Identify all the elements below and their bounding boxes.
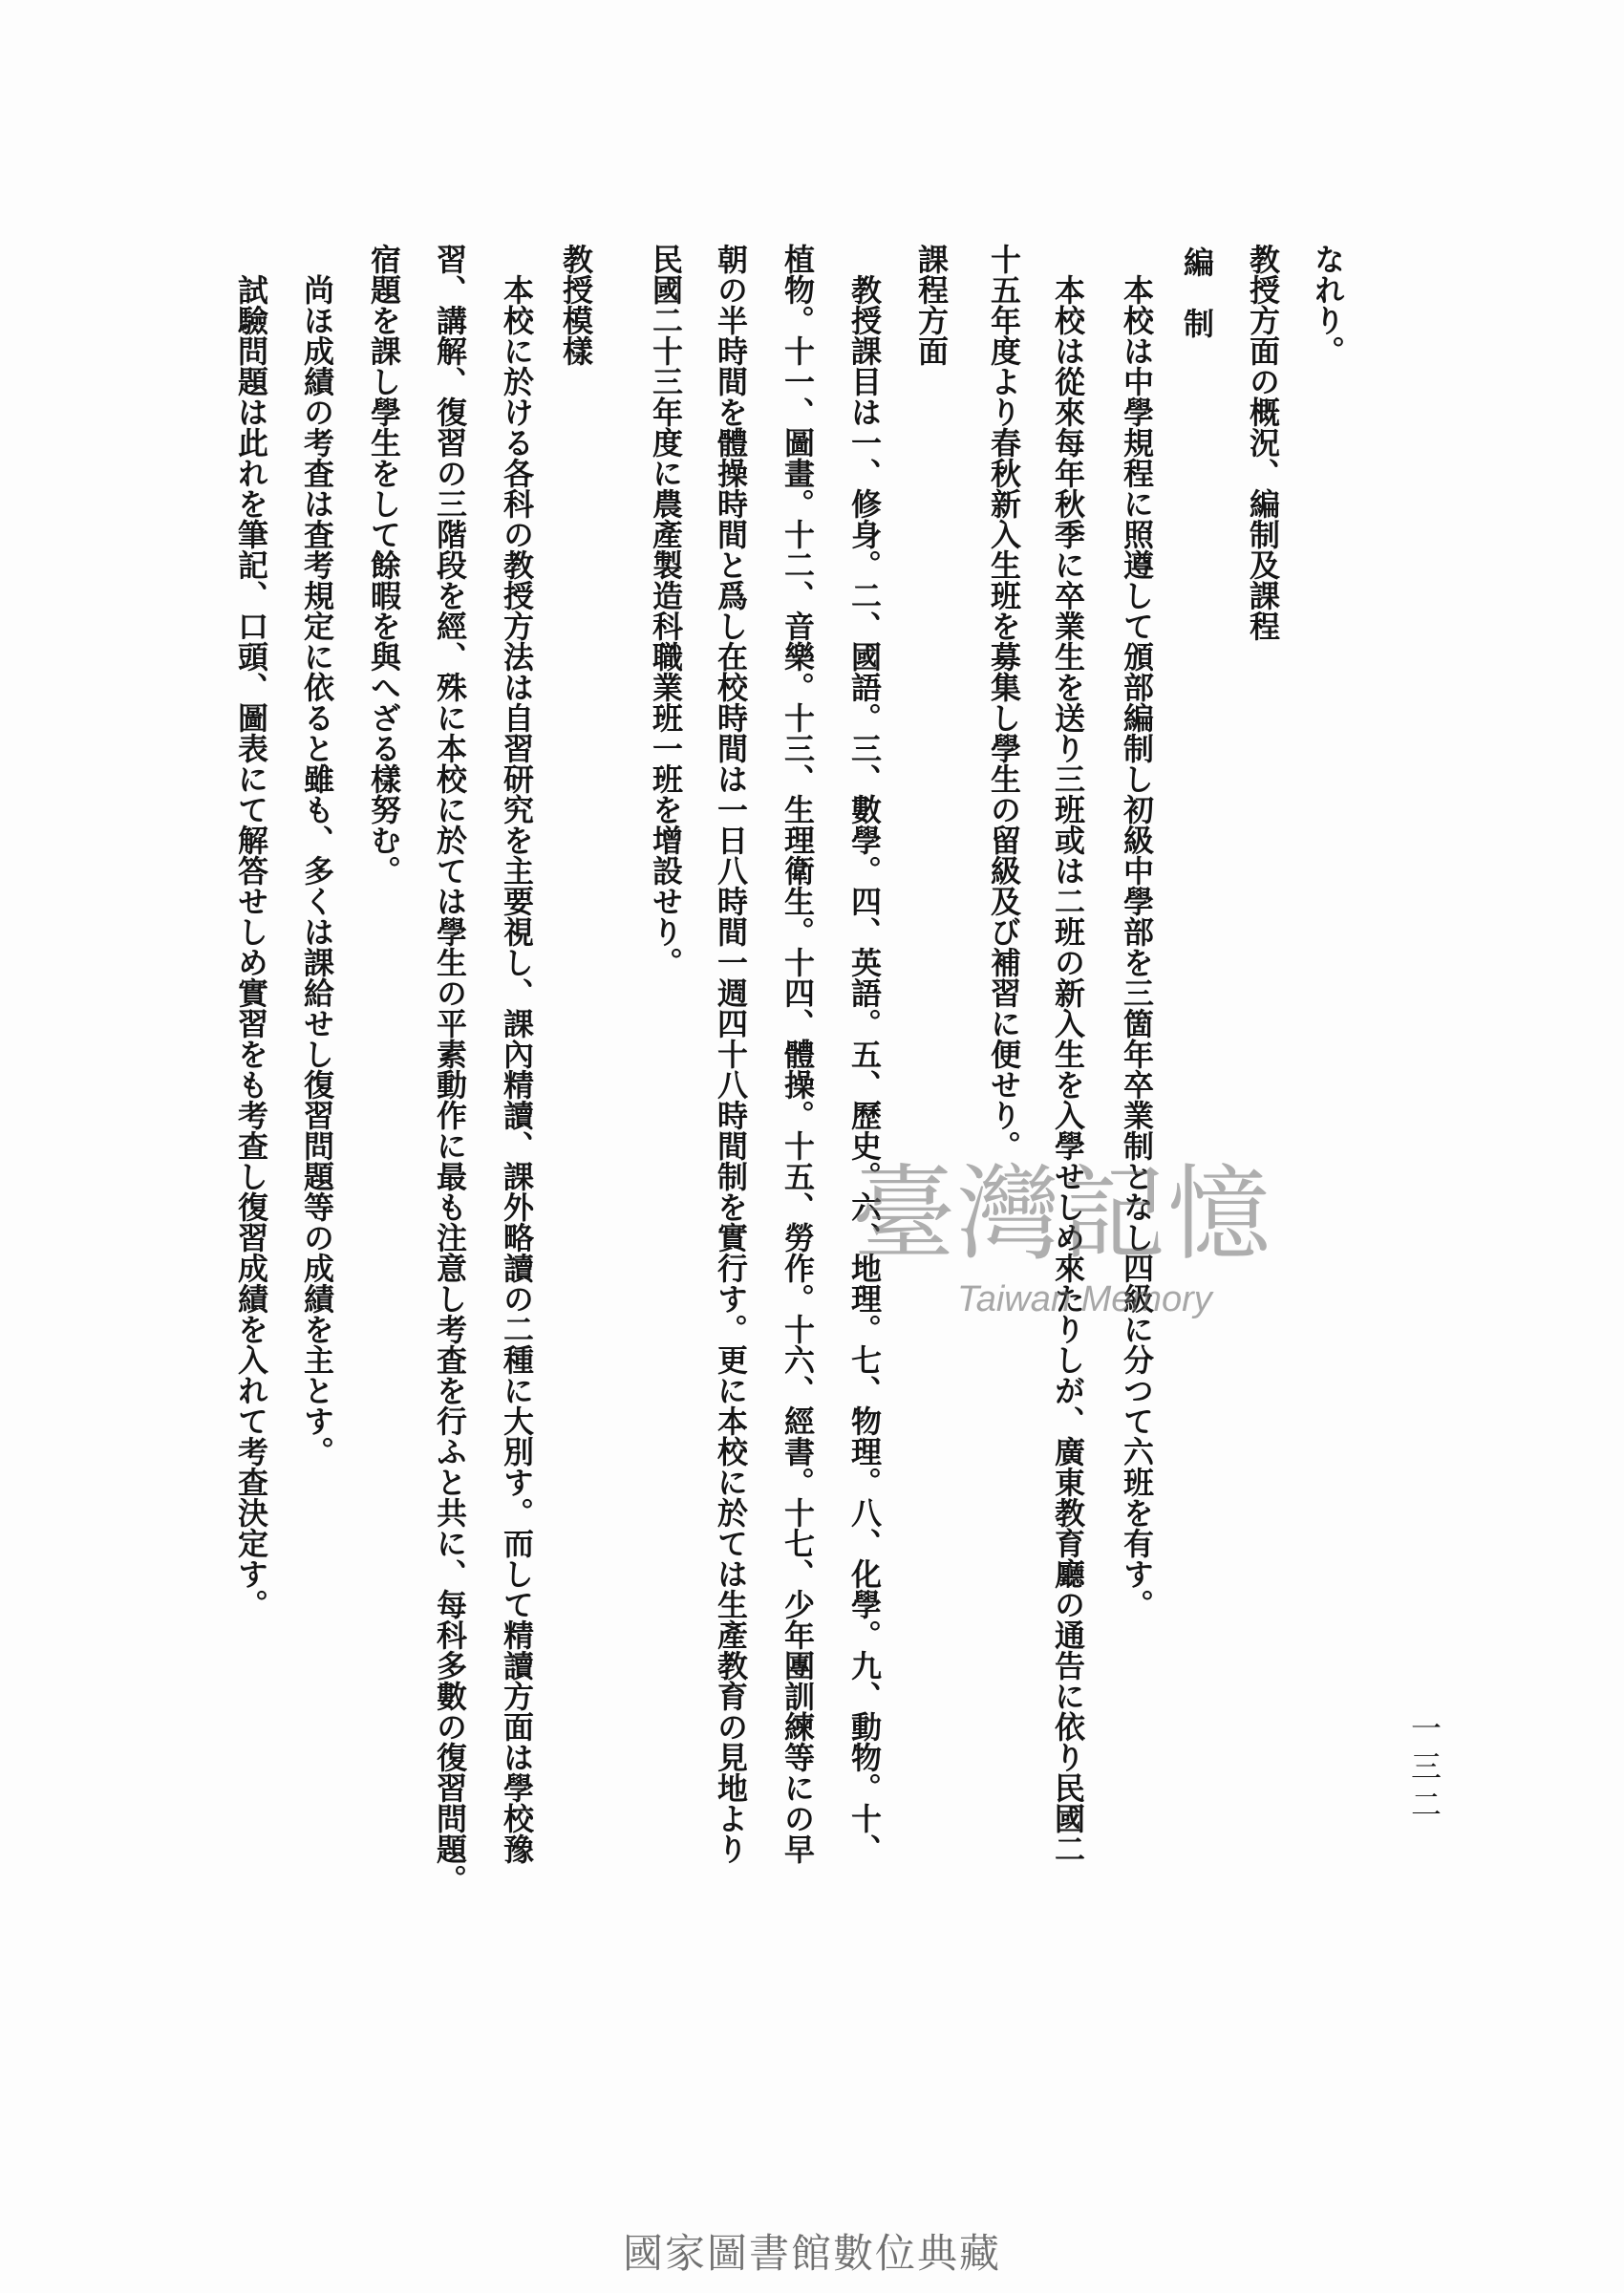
page-number: 一三二	[1406, 1712, 1442, 1827]
watermark-logo-title: 臺灣記憶	[852, 1155, 1273, 1275]
paragraph-line: 民國二十三年度に農產製造科職業班一班を增設せり。	[648, 244, 684, 977]
paragraph-line: 試驗問題は此れを筆記、口頭、圖表にて解答せしめ實習をも考查し復習成績を入れて考查決定す。	[233, 274, 269, 1619]
archive-footer: 國家圖書館數位典藏	[622, 2230, 1001, 2277]
paragraph-line: 宿題を課し學生をして餘暇を與へざる樣努む。	[366, 244, 402, 886]
paragraph-line: 本校に於ける各科の教授方法は自習研究を主要視し、課內精讀、課外略讀の二種に大別す。而して精讀方面は學校豫	[499, 274, 535, 1864]
watermark-logo-subtitle: Taiwan Memory	[957, 1279, 1212, 1319]
paragraph-line: 本校は從來每年秋季に卒業生を送り三班或は二班の新入生を入學せしめ來たりしが、廣東教育廳の通告に依り民國二	[1050, 274, 1086, 1864]
subsection-heading-organization: 編 制	[1179, 246, 1215, 338]
section-heading-overview: 教授方面の概況、編制及課程	[1245, 244, 1281, 641]
subsection-heading-teaching: 教授模樣	[558, 244, 594, 366]
paragraph-line: 朝の半時間を體操時間と爲し在校時間は一日八時間一週四十八時間制を實行す。更に本校に於ては生產教育の見地より	[713, 244, 749, 1864]
paragraph-line: 習、講解、復習の三階段を經、殊に本校に於ては學生の平素動作に最も注意し考査を行ふと共に、每科多數の復習問題。	[432, 244, 468, 1895]
paragraph-line: 尚ほ成績の考査は査考規定に依ると雖も、多くは課給せし復習問題等の成績を主とす。	[299, 274, 335, 1467]
paragraph-line: 教授課目は一、修身。二、國語。三、數學。四、英語。五、歷史。六、地理。七、物理。八、化學。九、動物。十、	[846, 274, 883, 1864]
text-line-closing: なれり。	[1310, 244, 1346, 366]
paragraph-line: 十五年度より春秋新入生班を募集し學生の留級及び補習に便せり。	[986, 244, 1022, 1161]
paragraph-line: 本校は中學規程に照遵して頒部編制し初級中學部を三箇年卒業制となし四級に分つて六班を有す。	[1119, 274, 1155, 1619]
paragraph-line: 植物。十一、圖畫。十二、音樂。十三、生理衛生。十四、體操。十五、勞作。十六、經書。十七、少年團訓練等にの早	[780, 244, 816, 1864]
subsection-heading-curriculum: 課程方面	[913, 244, 950, 366]
